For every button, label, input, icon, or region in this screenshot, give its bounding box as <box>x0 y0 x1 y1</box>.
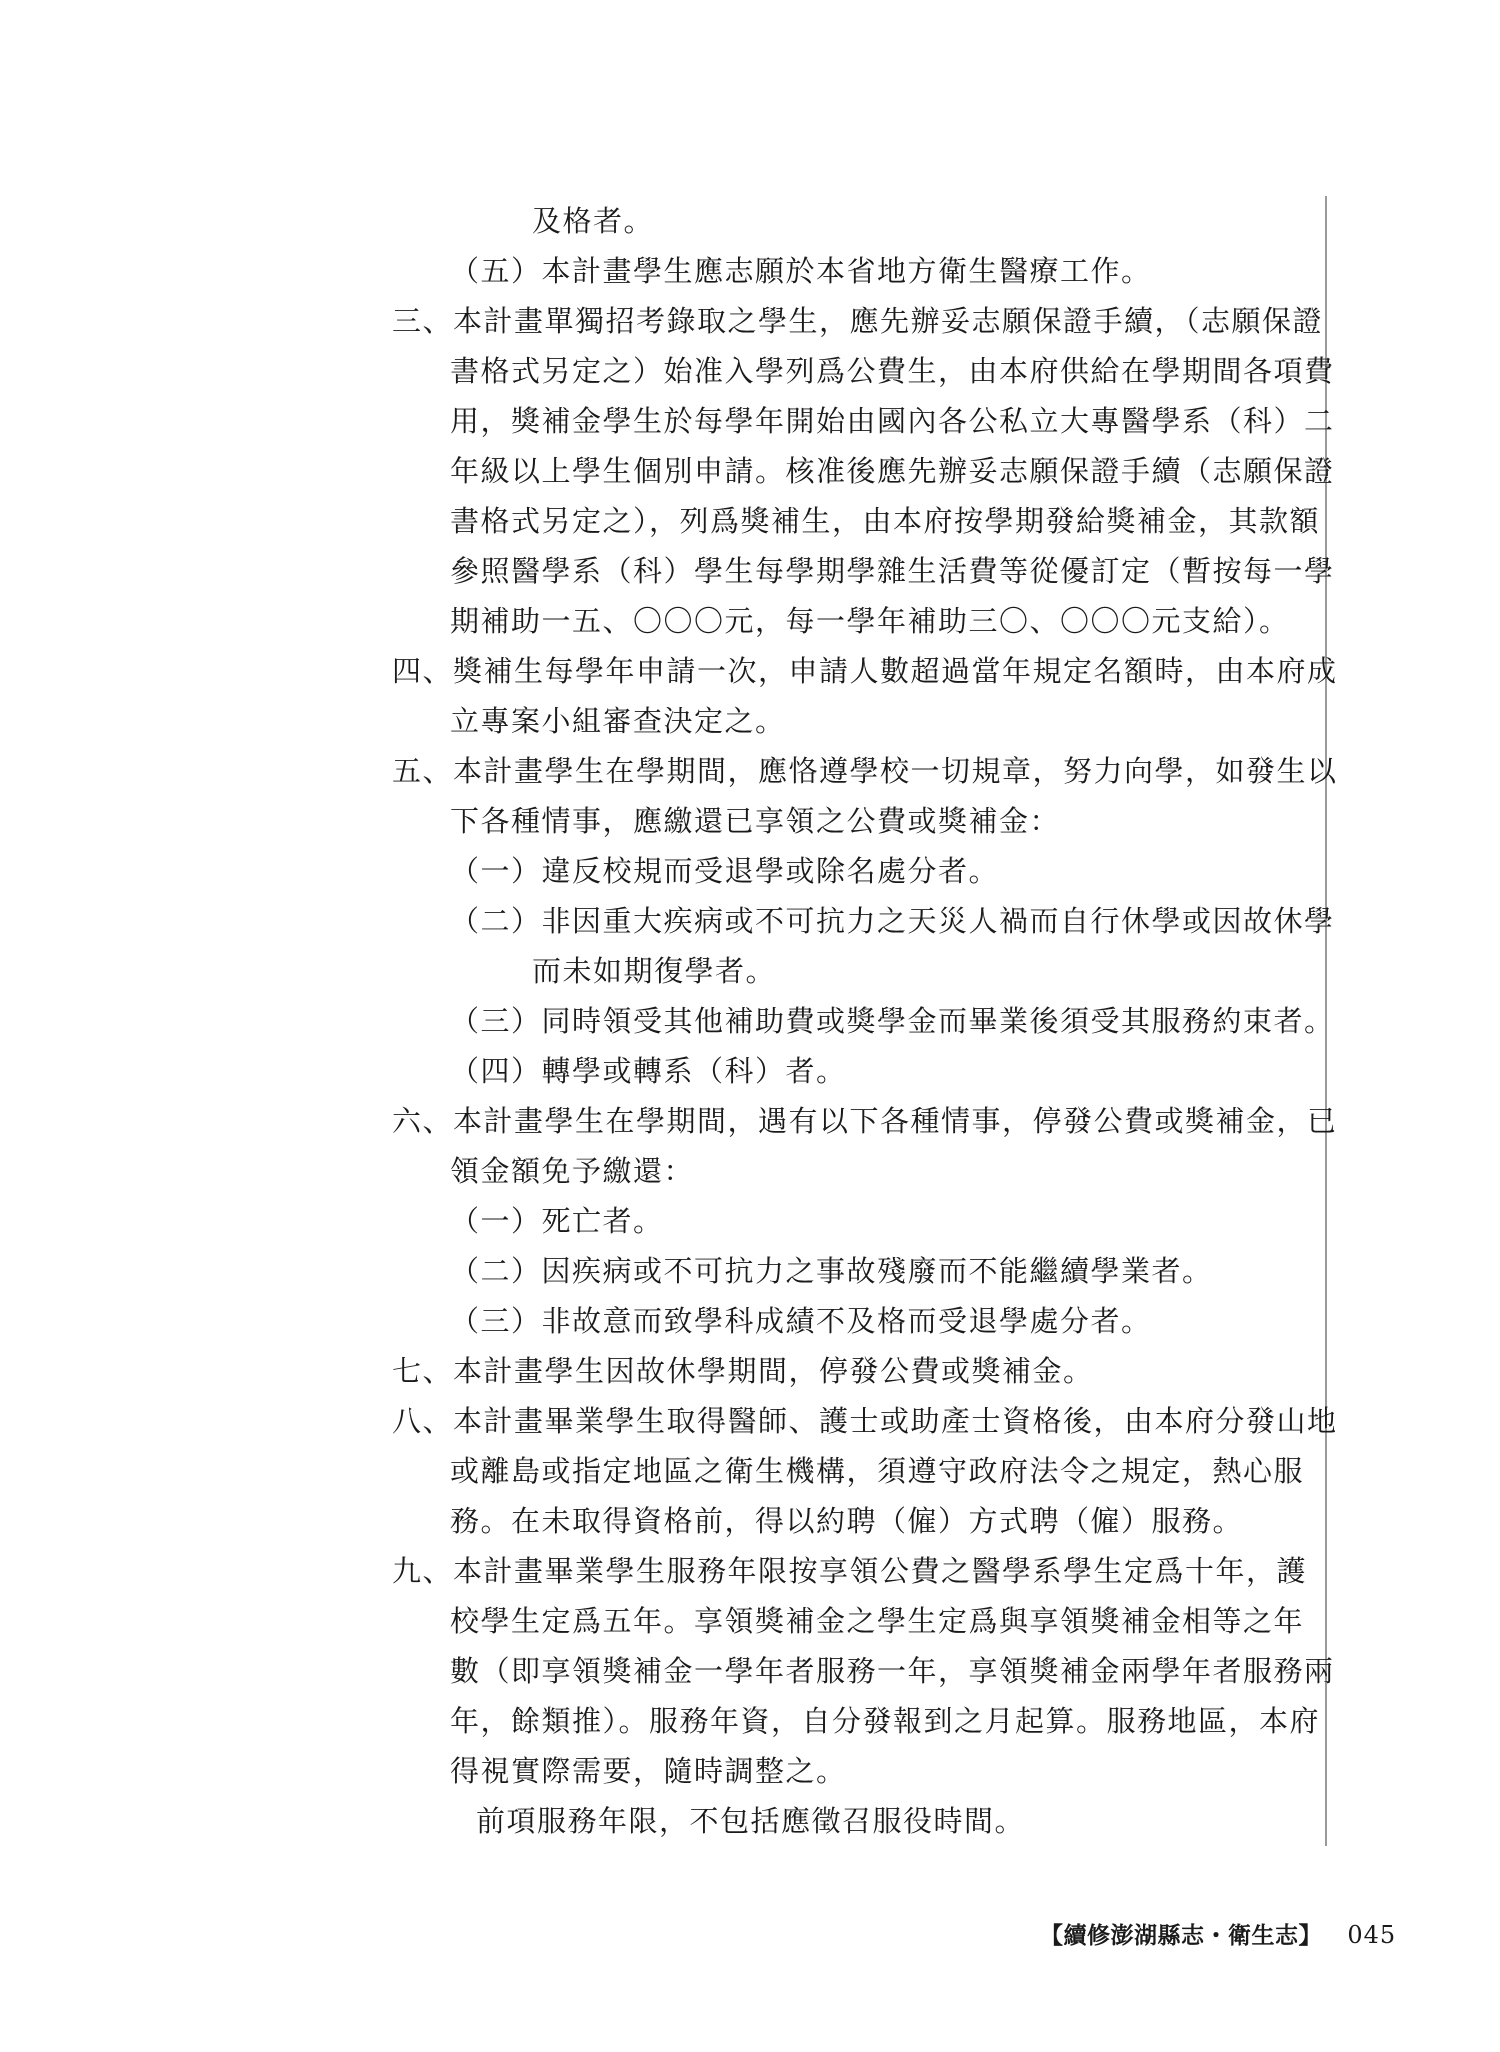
body-line: 校學生定爲五年。享領獎補金之學生定爲與享領獎補金相等之年 <box>450 1604 1305 1638</box>
footer-title: 【續修澎湖縣志・衛生志】 <box>1040 1922 1322 1949</box>
page-number: 045 <box>1347 1921 1397 1949</box>
body-line: 九、本計畫畢業學生服務年限按享領公費之醫學系學生定爲十年，護 <box>392 1554 1308 1588</box>
body-line: 八、本計畫畢業學生取得醫師、護士或助產士資格後，由本府分發山地 <box>392 1404 1338 1438</box>
body-line: （三）非故意而致學科成績不及格而受退學處分者。 <box>450 1304 1152 1338</box>
body-line: 下各種情事，應繳還已享領之公費或獎補金： <box>450 804 1061 838</box>
body-line: 六、本計畫學生在學期間，遇有以下各種情事，停發公費或獎補金，已 <box>392 1104 1338 1138</box>
body-line: （三）同時領受其他補助費或獎學金而畢業後須受其服務約束者。 <box>450 1004 1335 1038</box>
body-line: 年，餘類推）。服務年資，自分發報到之月起算。服務地區，本府 <box>450 1704 1321 1738</box>
body-line: 四、獎補生每學年申請一次，申請人數超過當年規定名額時，由本府成 <box>392 654 1338 688</box>
body-line: 參照醫學系（科）學生每學期學雜生活費等從優訂定（暫按每一學 <box>450 554 1335 588</box>
body-line: 務。在未取得資格前，得以約聘（僱）方式聘（僱）服務。 <box>450 1504 1244 1538</box>
body-line: 數（即享領獎補金一學年者服務一年，享領獎補金兩學年者服務兩 <box>450 1654 1335 1688</box>
body-line: （一）違反校規而受退學或除名處分者。 <box>450 854 1000 888</box>
body-line: 前項服務年限，不包括應徵召服役時間。 <box>476 1804 1026 1838</box>
body-line: 五、本計畫學生在學期間，應恪遵學校一切規章，努力向學，如發生以 <box>392 754 1338 788</box>
body-line: （二）非因重大疾病或不可抗力之天災人禍而自行休學或因故休學 <box>450 904 1335 938</box>
body-line: （一）死亡者。 <box>450 1204 664 1238</box>
body-line: （五）本計畫學生應志願於本省地方衛生醫療工作。 <box>450 254 1152 288</box>
body-line: 立專案小組審查決定之。 <box>450 704 786 738</box>
body-line: 領金額免予繳還： <box>450 1154 695 1188</box>
body-line: 或離島或指定地區之衛生機構，須遵守政府法令之規定，熱心服 <box>450 1454 1305 1488</box>
body-line: 書格式另定之）始准入學列爲公費生，由本府供給在學期間各項費 <box>450 354 1335 388</box>
body-line: 期補助一五、〇〇〇元，每一學年補助三〇、〇〇〇元支給）。 <box>450 604 1290 638</box>
body-line: 年級以上學生個別申請。核准後應先辦妥志願保證手續（志願保證 <box>450 454 1335 488</box>
body-line: 而未如期復學者。 <box>532 954 777 988</box>
body-line: 用，獎補金學生於每學年開始由國內各公私立大專醫學系（科）二 <box>450 404 1335 438</box>
body-line: 及格者。 <box>532 204 655 238</box>
page-footer <box>1040 1917 1396 1950</box>
body-line: 得視實際需要，隨時調整之。 <box>450 1754 847 1788</box>
body-line: （四）轉學或轉系（科）者。 <box>450 1054 847 1088</box>
body-line: 書格式另定之），列爲獎補生，由本府按學期發給獎補金，其款額 <box>450 504 1321 538</box>
body-line: 七、本計畫學生因故休學期間，停發公費或獎補金。 <box>392 1354 1094 1388</box>
body-line: 三、本計畫單獨招考錄取之學生，應先辦妥志願保證手續，（志願保證 <box>392 304 1324 338</box>
body-line: （二）因疾病或不可抗力之事故殘廢而不能繼續學業者。 <box>450 1254 1213 1288</box>
